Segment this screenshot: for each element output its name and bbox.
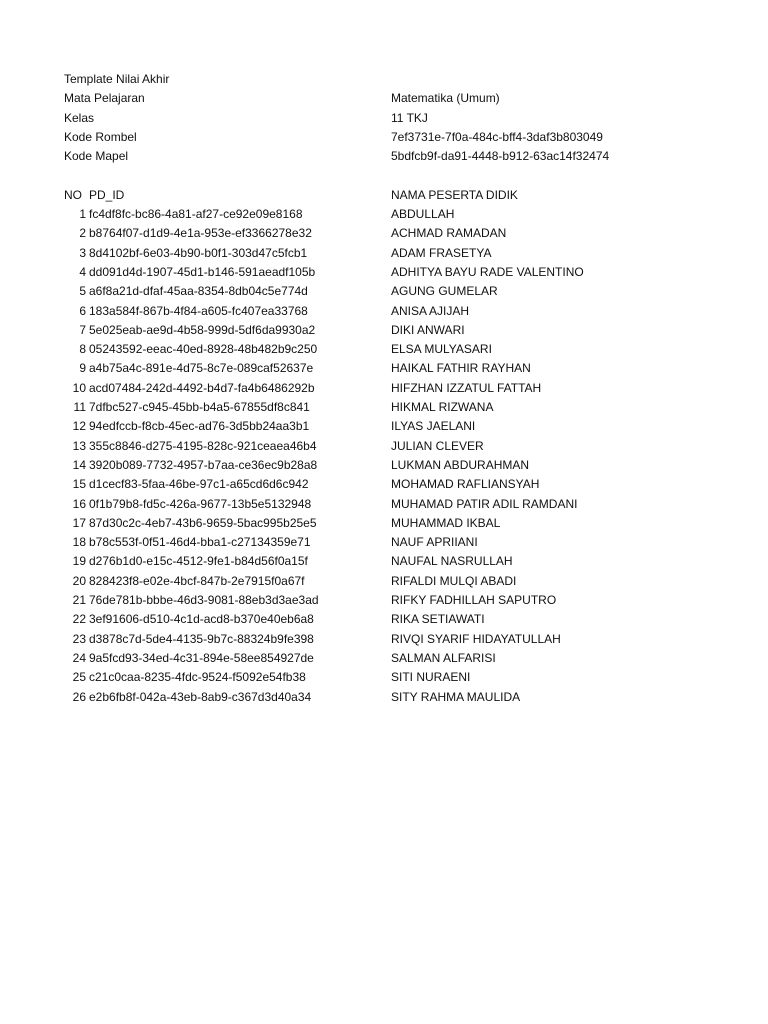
student-pd-id: 76de781b-bbbe-46d3-9081-88eb3d3ae3ad <box>89 593 319 608</box>
student-pd-id: d3878c7d-5de4-4135-9b7c-88324b9fe398 <box>89 631 314 646</box>
table-row <box>0 437 768 456</box>
student-no: 18 <box>72 535 86 550</box>
student-no: 24 <box>72 650 86 665</box>
meta-label: Mata Pelajaran <box>64 91 145 106</box>
student-name: HAIKAL FATHIR RAYHAN <box>391 361 531 376</box>
table-row <box>0 649 768 668</box>
table-row <box>0 417 768 436</box>
table-row <box>0 282 768 301</box>
title-row <box>0 70 768 89</box>
meta-value: Matematika (Umum) <box>391 91 500 106</box>
student-name: SITI NURAENI <box>391 670 471 685</box>
student-name: MOHAMAD RAFLIANSYAH <box>391 477 540 492</box>
student-name: RIFALDI MULQI ABADI <box>391 573 517 588</box>
meta-value: 5bdfcb9f-da91-4448-b912-63ac14f32474 <box>391 149 610 164</box>
student-no: 9 <box>79 361 86 376</box>
student-no: 20 <box>72 573 86 588</box>
table-row <box>0 610 768 629</box>
student-no: 19 <box>72 554 86 569</box>
table-row <box>0 668 768 687</box>
student-no: 14 <box>72 457 86 472</box>
table-row <box>0 340 768 359</box>
student-pd-id: 8d4102bf-6e03-4b90-b0f1-303d47c5fcb1 <box>89 245 308 260</box>
student-name: RIVQI SYARIF HIDAYATULLAH <box>391 631 561 646</box>
table-row <box>0 398 768 417</box>
table-row <box>0 688 768 707</box>
student-pd-id: fc4df8fc-bc86-4a81-af27-ce92e09e8168 <box>89 207 303 222</box>
student-no: 23 <box>72 631 86 646</box>
student-pd-id: 3920b089-7732-4957-b7aa-ce36ec9b28a8 <box>89 457 318 472</box>
student-pd-id: 828423f8-e02e-4bcf-847b-2e7915f0a67f <box>89 573 305 588</box>
header-pd-id: PD_ID <box>89 187 125 202</box>
student-pd-id: a6f8a21d-dfaf-45aa-8354-8db04c5e774d <box>89 284 308 299</box>
student-pd-id: acd07484-242d-4492-b4d7-fa4b6486292b <box>89 380 315 395</box>
student-pd-id: 355c8846-d275-4195-828c-921ceaea46b4 <box>89 438 317 453</box>
student-pd-id: dd091d4d-1907-45d1-b146-591aeadf105b <box>89 264 316 279</box>
student-pd-id: b8764f07-d1d9-4e1a-953e-ef3366278e32 <box>89 226 312 241</box>
meta-row-subject <box>0 89 768 108</box>
student-no: 1 <box>79 207 86 222</box>
header-no: NO <box>64 187 82 202</box>
student-name: SITY RAHMA MAULIDA <box>391 689 521 704</box>
student-pd-id: 87d30c2c-4eb7-43b6-9659-5bac995b25e5 <box>89 515 317 530</box>
student-pd-id: c21c0caa-8235-4fdc-9524-f5092e54fb38 <box>89 670 306 685</box>
student-pd-id: 0f1b79b8-fd5c-426a-9677-13b5e5132948 <box>89 496 312 511</box>
student-name: NAUF APRIIANI <box>391 535 478 550</box>
spreadsheet-sheet <box>0 70 768 707</box>
student-no: 12 <box>72 419 86 434</box>
student-no: 11 <box>73 400 86 415</box>
student-pd-id: 9a5fcd93-34ed-4c31-894e-58ee854927de <box>89 650 314 665</box>
table-row <box>0 321 768 340</box>
student-no: 8 <box>79 342 86 357</box>
table-row <box>0 630 768 649</box>
student-name: RIFKY FADHILLAH SAPUTRO <box>391 593 557 608</box>
student-name: ADHITYA BAYU RADE VALENTINO <box>391 264 584 279</box>
student-name: JULIAN CLEVER <box>391 438 484 453</box>
student-no: 7 <box>79 322 86 337</box>
student-pd-id: 94edfccb-f8cb-45ec-ad76-3d5bb24aa3b1 <box>89 419 310 434</box>
meta-label: Kelas <box>64 110 95 125</box>
table-row <box>0 533 768 552</box>
student-no: 4 <box>79 264 86 279</box>
student-pd-id: 7dfbc527-c945-45bb-b4a5-67855df8c841 <box>89 400 310 415</box>
student-name: MUHAMAD PATIR ADIL RAMDANI <box>391 496 578 511</box>
student-no: 5 <box>79 284 86 299</box>
blank-row <box>0 166 768 185</box>
student-name: ANISA AJIJAH <box>391 303 470 318</box>
student-no: 6 <box>79 303 86 318</box>
student-name: LUKMAN ABDURAHMAN <box>391 457 530 472</box>
student-name: ABDULLAH <box>391 207 455 222</box>
student-no: 16 <box>72 496 86 511</box>
student-pd-id: d276b1d0-e15c-4512-9fe1-b84d56f0a15f <box>89 554 308 569</box>
student-name: DIKI ANWARI <box>391 322 465 337</box>
table-row <box>0 456 768 475</box>
table-row <box>0 591 768 610</box>
table-row <box>0 224 768 243</box>
table-row <box>0 552 768 571</box>
student-pd-id: a4b75a4c-891e-4d75-8c7e-089caf52637e <box>89 361 314 376</box>
student-name: AGUNG GUMELAR <box>391 284 498 299</box>
student-name: RIKA SETIAWATI <box>391 612 485 627</box>
student-table-body <box>0 205 768 707</box>
student-pd-id: d1cecf83-5faa-46be-97c1-a65cd6d6c942 <box>89 477 309 492</box>
meta-row-mapel-code <box>0 147 768 166</box>
meta-row-rombel-code <box>0 128 768 147</box>
student-no: 17 <box>72 515 86 530</box>
student-no: 3 <box>79 245 86 260</box>
student-no: 10 <box>72 380 86 395</box>
table-row <box>0 495 768 514</box>
student-no: 13 <box>72 438 86 453</box>
student-no: 2 <box>79 226 86 241</box>
student-pd-id: 3ef91606-d510-4c1d-acd8-b370e40eb6a8 <box>89 612 314 627</box>
meta-value: 11 TKJ <box>391 110 428 125</box>
student-no: 22 <box>72 612 86 627</box>
table-row <box>0 302 768 321</box>
student-name: HIFZHAN IZZATUL FATTAH <box>391 380 542 395</box>
header-student-name: NAMA PESERTA DIDIK <box>391 187 518 202</box>
table-row <box>0 359 768 378</box>
student-pd-id: 5e025eab-ae9d-4b58-999d-5df6da9930a2 <box>89 322 316 337</box>
meta-label: Kode Rombel <box>64 129 137 144</box>
student-name: ILYAS JAELANI <box>391 419 476 434</box>
table-header-row <box>0 186 768 205</box>
student-pd-id: e2b6fb8f-042a-43eb-8ab9-c367d3d40a34 <box>89 689 312 704</box>
student-no: 26 <box>72 689 86 704</box>
table-row <box>0 475 768 494</box>
meta-value: 7ef3731e-7f0a-484c-bff4-3daf3b803049 <box>391 129 603 144</box>
student-name: ADAM FRASETYA <box>391 245 492 260</box>
student-no: 21 <box>72 593 86 608</box>
table-row <box>0 514 768 533</box>
student-no: 15 <box>72 477 86 492</box>
table-row <box>0 572 768 591</box>
table-row <box>0 244 768 263</box>
student-name: ACHMAD RAMADAN <box>391 226 507 241</box>
student-name: MUHAMMAD IKBAL <box>391 515 501 530</box>
student-name: SALMAN ALFARISI <box>391 650 496 665</box>
table-row <box>0 263 768 282</box>
document-title: Template Nilai Akhir <box>64 72 170 86</box>
meta-label: Kode Mapel <box>64 149 129 164</box>
student-name: ELSA MULYASARI <box>391 342 492 357</box>
student-pd-id: b78c553f-0f51-46d4-bba1-c27134359e71 <box>89 535 311 550</box>
student-no: 25 <box>72 670 86 685</box>
table-row <box>0 379 768 398</box>
table-row <box>0 205 768 224</box>
student-pd-id: 05243592-eeac-40ed-8928-48b482b9c250 <box>89 342 318 357</box>
meta-row-class <box>0 109 768 128</box>
student-name: HIKMAL RIZWANA <box>391 400 494 415</box>
student-pd-id: 183a584f-867b-4f84-a605-fc407ea33768 <box>89 303 308 318</box>
student-name: NAUFAL NASRULLAH <box>391 554 513 569</box>
